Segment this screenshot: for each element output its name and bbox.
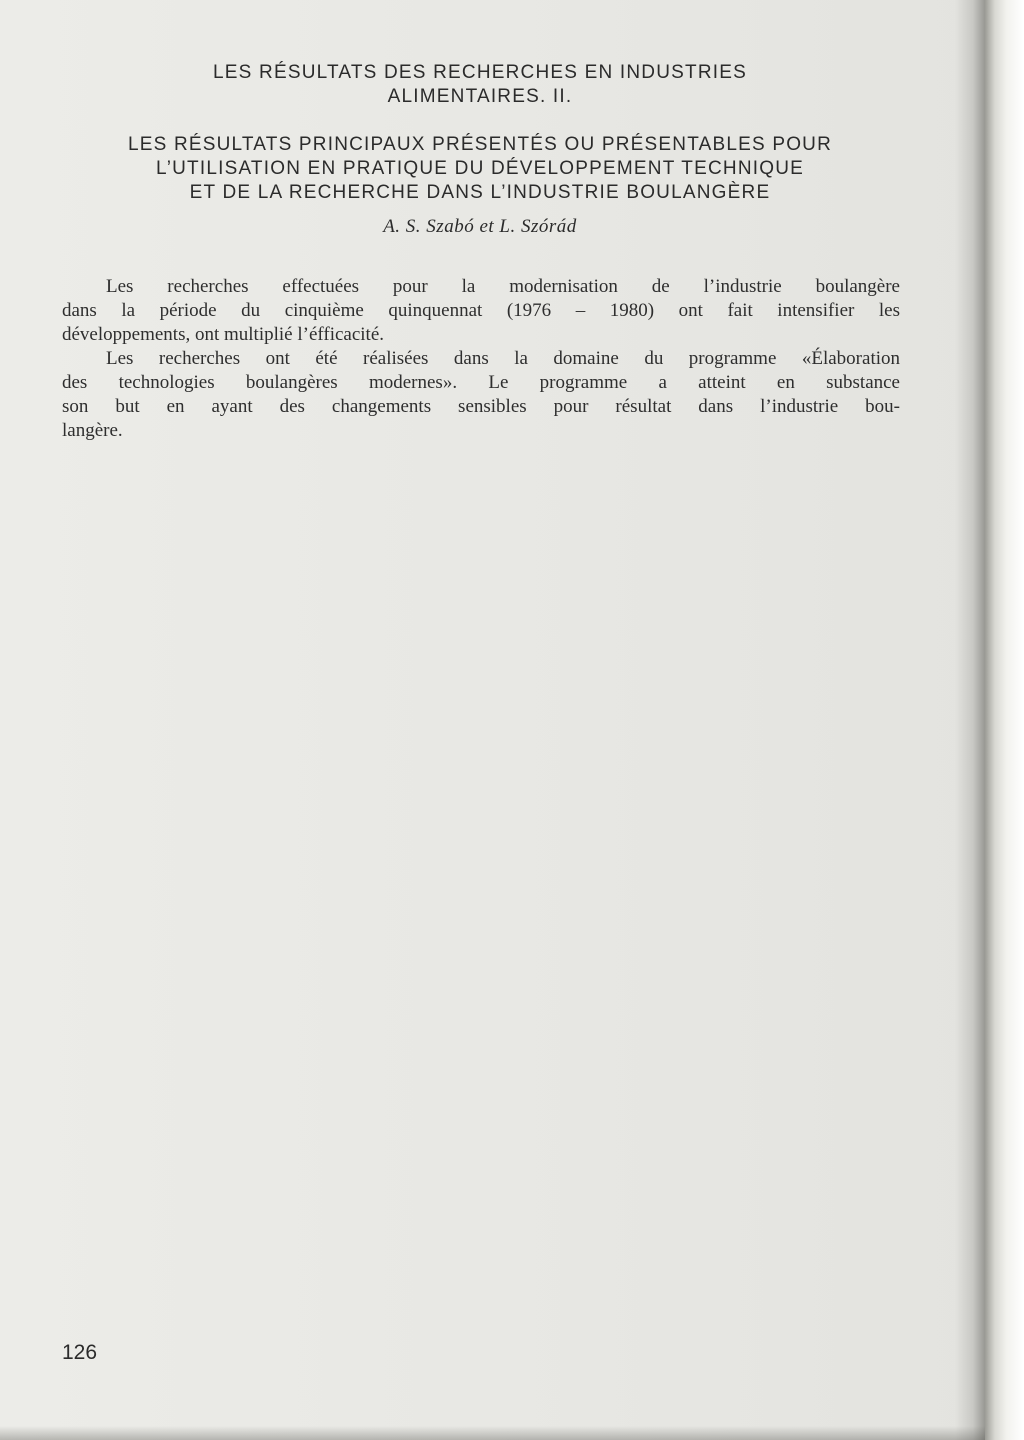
article-title-line-3: ET DE LA RECHERCHE DANS L’INDUSTRIE BOULANGÈRE	[189, 182, 771, 203]
book-binding-gutter	[985, 0, 1024, 1440]
page-number: 126	[62, 1341, 98, 1364]
paragraph-1-line-2: dans la période du cinquième quinquennat (1976 – 1980) ont fait intensifier les	[62, 300, 900, 321]
paragraph-1-line-3: développements, ont multiplié l’éfficacité.	[62, 324, 385, 345]
series-title-line-1: LES RÉSULTATS DES RECHERCHES EN INDUSTRIES	[213, 62, 747, 83]
article-title-line-2: L’UTILISATION EN PRATIQUE DU DÉVELOPPEMENT TECHNIQUE	[156, 158, 804, 179]
paragraph-2-line-4: langère.	[62, 420, 123, 441]
page-bottom-edge	[0, 1426, 985, 1440]
series-title-line-2: ALIMENTAIRES. II.	[387, 86, 573, 107]
page-edge-shadow	[955, 0, 985, 1440]
paragraph-1-line-1: Les recherches effectuées pour la modernisation de l’industrie boulangère	[106, 276, 900, 297]
authors: A. S. Szabó et L. Szórád	[383, 216, 577, 237]
paragraph-2-line-2: des technologies boulangères modernes». Le programme a atteint en substance	[62, 372, 900, 393]
paragraph-2-line-3: son but en ayant des changements sensibles pour résultat dans l’industrie bou-	[62, 396, 900, 417]
article-title-line-1: LES RÉSULTATS PRINCIPAUX PRÉSENTÉS OU PRÉSENTABLES POUR	[127, 134, 833, 155]
paragraph-2-line-1: Les recherches ont été réalisées dans la domaine du programme «Élaboration	[106, 348, 900, 369]
